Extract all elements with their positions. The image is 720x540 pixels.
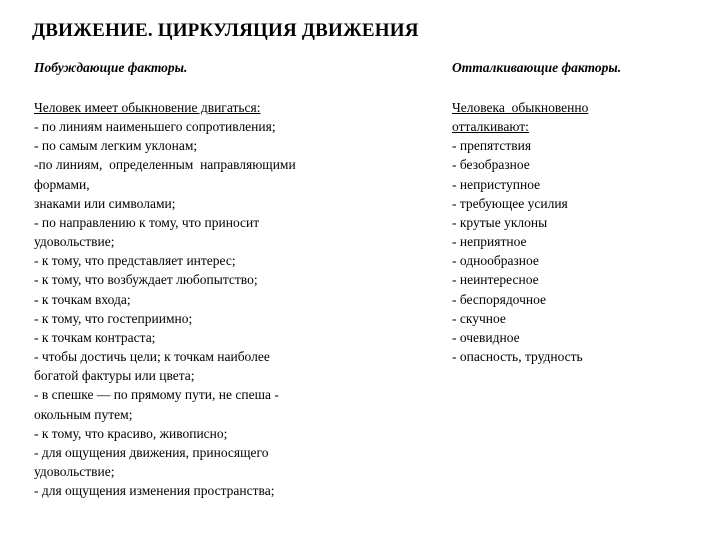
list-item: знаками или символами; [34, 195, 176, 211]
repelling-intro-line1: Человека обыкновенно [452, 100, 589, 115]
list-item: - очевидное [452, 329, 520, 345]
list-item: - крутые уклоны [452, 214, 548, 230]
list-item: - беспорядочное [452, 291, 547, 307]
list-item: - для ощущения изменения пространства; [34, 483, 275, 499]
list-item: удовольствие; [34, 234, 115, 250]
list-item: - к тому, что красиво, живописно; [34, 425, 228, 441]
list-item: - неприступное [452, 176, 541, 192]
list-item: - препятствия [452, 138, 532, 154]
list-item: - безобразное [452, 157, 530, 173]
list-item: - к тому, что возбуждает любопытство; [34, 272, 258, 288]
list-item: окольным путем; [34, 406, 133, 422]
list-item: - чтобы достичь цели; к точкам наиболее [34, 349, 270, 365]
repelling-factors-list [452, 98, 588, 366]
attracting-factors-list [34, 98, 296, 500]
list-item: - опасность, трудность [452, 349, 583, 365]
repelling-intro-line2: отталкивают: [452, 119, 529, 135]
list-item: формами, [34, 176, 90, 192]
list-item: - для ощущения движения, приносящего [34, 444, 269, 460]
page-title: ДВИЖЕНИЕ. ЦИРКУЛЯЦИЯ ДВИЖЕНИЯ [32, 20, 419, 41]
list-item: - скучное [452, 310, 506, 326]
list-item: - по самым легким уклонам; [34, 138, 198, 154]
list-item: удовольствие; [34, 463, 115, 479]
list-item: - по направлению к тому, что приносит [34, 214, 260, 230]
list-item: - к тому, что гостеприимно; [34, 310, 193, 326]
list-item: - к точкам контраста; [34, 329, 156, 345]
list-item: богатой фактуры или цвета; [34, 368, 195, 384]
list-item: - к тому, что представляет интерес; [34, 253, 236, 269]
list-item: - неинтересное [452, 272, 539, 288]
list-item: - в спешке — по прямому пути, не спеша - [34, 387, 279, 403]
list-item: - требующее усилия [452, 195, 568, 211]
attracting-intro: Человек имеет обыкновение двигаться: [34, 100, 261, 115]
list-item: - к точкам входа; [34, 291, 131, 307]
attracting-factors-heading: Побуждающие факторы. [34, 60, 188, 75]
list-item: -по линиям, определенным направляющими [34, 157, 296, 173]
list-item: - по линиям наименьшего сопротивления; [34, 119, 276, 135]
list-item: - однообразное [452, 253, 539, 269]
repelling-factors-heading: Отталкивающие факторы. [452, 60, 622, 75]
list-item: - неприятное [452, 234, 527, 250]
